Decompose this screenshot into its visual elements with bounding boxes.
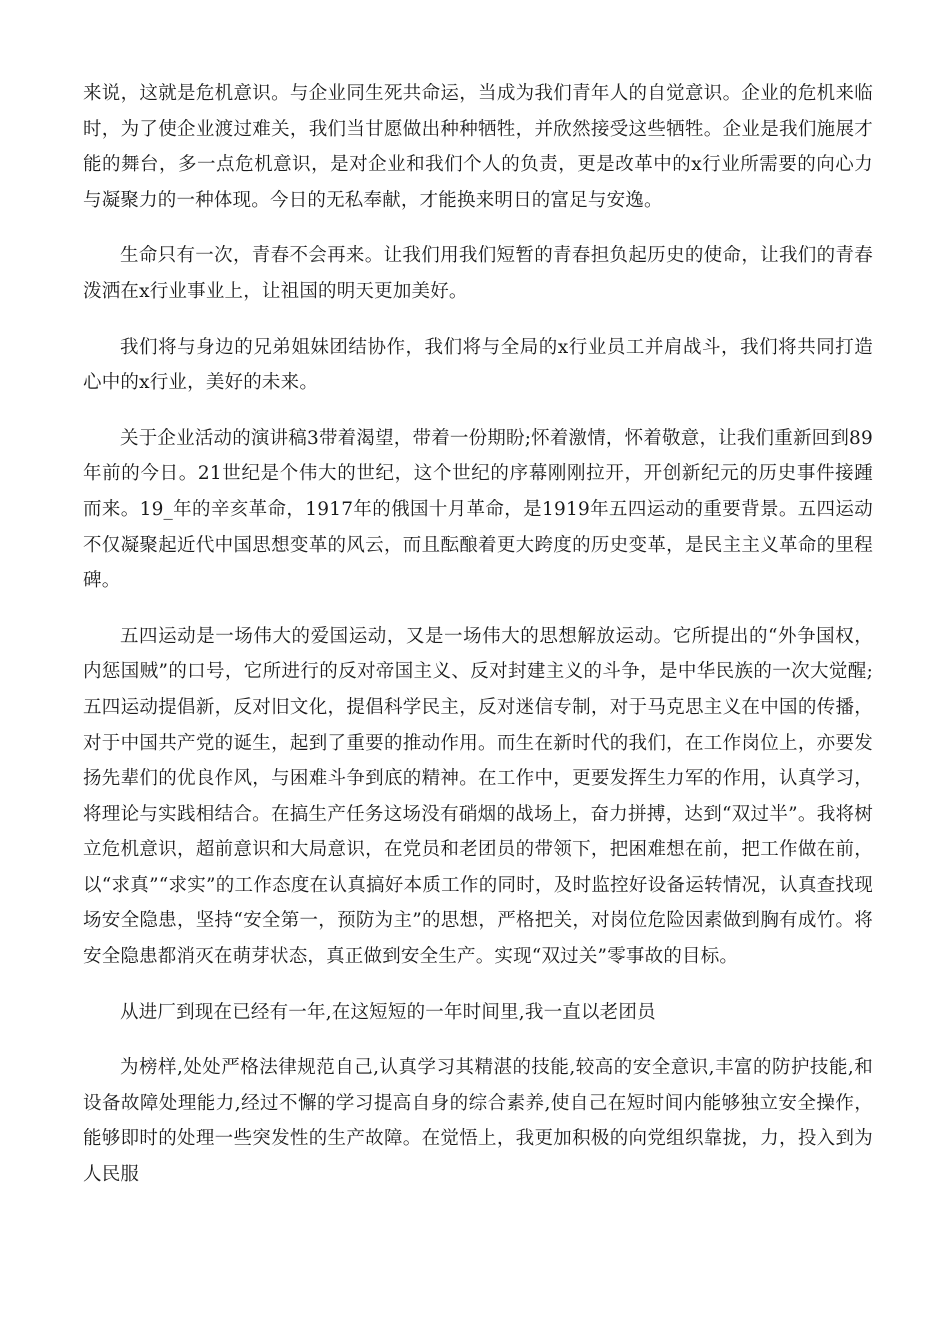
paragraph-may-fourth-movement: 五四运动是一场伟大的爱国运动，又是一场伟大的思想解放运动。它所提出的“外争国权，内惩国贼”的口号，它所进行的反对帝国主义、反对封建主义的斗争，是中华民族的一次大觉醒;五四运动提倡新，反对旧文化，提倡科学民主，反对迷信专制，对于马克思主义在中国的传播，对于中国共产党的诞生，起到了重要的推动作用。而生在新时代的我们，在工作岗位上，亦要发扬先辈们的优良作风，与困难斗争到底的精神。在工作中，更要发挥生力军的作用，认真学习，将理论与实践相结合。在搞生产任务这场没有硝烟的战场上，奋力拼搏，达到“双过半”。我将树立危机意识，超前意识和大局意识，在党员和老团员的带领下，把困难想在前，把工作做在前，以“求真”“求实”的工作态度在认真搞好本质工作的同时，及时监控好设备运转情况，认真查找现场安全隐患，坚持“安全第一，预防为主”的思想，严格把关，对岗位危险因素做到胸有成竹。将安全隐患都消灭在萌芽状态，真正做到安全生产。实现“双过关”零事故的目标。 bbox=[83, 625, 873, 968]
paragraph-teamwork: 我们将与身边的兄弟姐妹团结协作，我们将与全局的x行业员工并肩战斗，我们将共同打造心中的x行业，美好的未来。 bbox=[83, 336, 873, 394]
paragraph-role-model: 为榜样,处处严格法律规范自己,认真学习其精湛的技能,较高的安全意识,丰富的防护技能,和设备故障处理能力,经过不懈的学习提高自身的综合素养,使自己在短时间内能够独立安全操作，能够即时的处理一些突发性的生产故障。在觉悟上，我更加积极的向党组织靠拢，力，投入到为人民服 bbox=[83, 1057, 873, 1186]
document-body bbox=[83, 76, 873, 1213]
paragraph-crisis-awareness: 来说，这就是危机意识。与企业同生死共命运，当成为我们青年人的自觉意识。企业的危机来临时，为了使企业渡过难关，我们当甘愿做出种种牺牲，并欣然接受这些牺牲。企业是我们施展才能的舞台，多一点危机意识，是对企业和我们个人的负责，更是改革中的x行业所需要的向心力与凝聚力的一种体现。今日的无私奉献，才能换来明日的富足与安逸。 bbox=[83, 83, 873, 211]
paragraph-one-year-factory: 从进厂到现在已经有一年,在这短短的一年时间里,我一直以老团员 bbox=[120, 1001, 656, 1023]
paragraph-speech-may-fourth-background: 关于企业活动的演讲稿3带着渴望，带着一份期盼;怀着激情，怀着敬意，让我们重新回到89年前的今日。21世纪是个伟大的世纪，这个世纪的序幕刚刚拉开，开创新纪元的历史事件接踵而来。19_年的辛亥革命，1917年的俄国十月革命，是1919年五四运动的重要背景。五四运动不仅凝聚起近代中国思想变革的风云，而且酝酿着更大跨度的历史变革，是民主主义革命的里程碑。 bbox=[83, 427, 873, 592]
paragraph-youth-mission: 生命只有一次，青春不会再来。让我们用我们短暂的青春担负起历史的使命，让我们的青春泼洒在x行业事业上，让祖国的明天更加美好。 bbox=[83, 245, 873, 302]
